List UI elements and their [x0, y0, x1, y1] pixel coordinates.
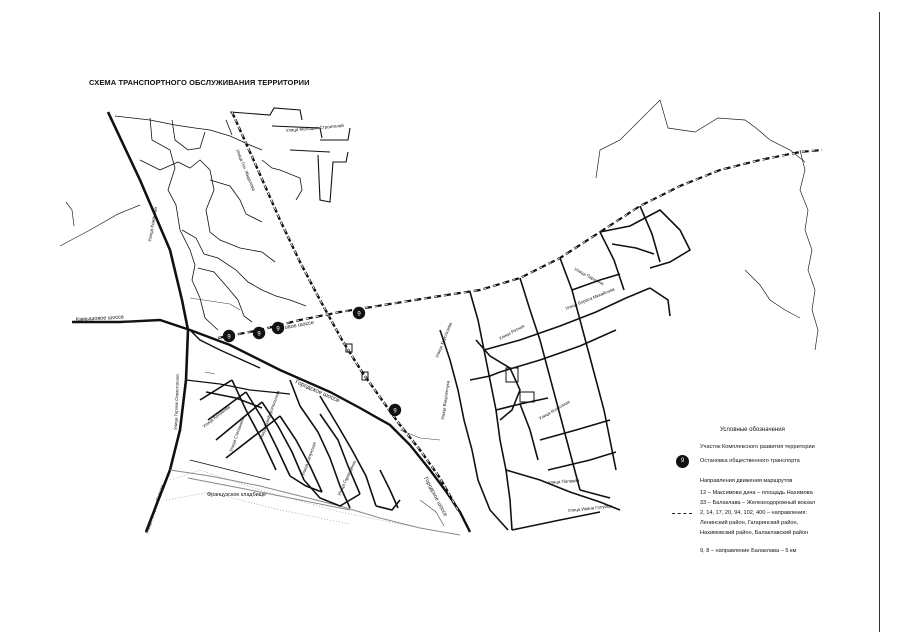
bus-stop-label: 9: [227, 334, 231, 341]
legend-site-text: Участок Комплексного развития территории: [700, 444, 815, 450]
bus-stop-label: 9: [257, 331, 261, 338]
label-street-j: Улица Горпищенко: [336, 459, 358, 497]
bus-stop-marker: [272, 322, 284, 334]
main-roads: [72, 112, 470, 535]
bus-stop-marker: [353, 307, 365, 319]
label-kamyshovoe: Камышовое шоссе: [75, 314, 125, 323]
label-street-p: Улица Колхозная: [538, 399, 571, 421]
bus-stop-marker: [223, 330, 235, 342]
railway: [232, 112, 458, 510]
bus-stop-marker: [389, 404, 401, 416]
label-street-k: Улица Хрусталева: [434, 321, 453, 359]
label-street-o: Улица Паршина: [573, 266, 605, 287]
bus-stop-label: 9: [276, 326, 280, 333]
page-edge-line: [879, 12, 880, 632]
label-street-h: Улица Симферопольская: [258, 389, 281, 441]
bus-stop-label: 9: [393, 408, 397, 415]
label-street-r: Улица Ивана Голубца: [567, 503, 613, 513]
label-street-e: Улица Молодых Строителей: [285, 122, 344, 133]
label-street-b: Улица Ген. Жидилова: [235, 148, 257, 192]
label-street-f: Улица Колобова: [201, 404, 231, 429]
terrain-lines: [60, 100, 818, 350]
bus-stop-label: 9: [357, 311, 361, 318]
label-street-i: Улица Сапунская: [300, 441, 318, 477]
label-street-g: Улица Степаняна: [228, 417, 246, 453]
dashed-route-legend-icon: [672, 513, 692, 514]
legend-route-multi-2: Ленинский район, Гагаринский район,: [700, 520, 799, 526]
bus-stop-legend-symbol: 9: [680, 458, 685, 464]
label-street-a: Улица Кожанова: [147, 206, 159, 243]
legend-route-9: 9, 8 – направление Балаклава – 5 км: [700, 548, 797, 554]
legend-route-multi-3: Нахимовский район, Балаклавский район: [700, 530, 809, 536]
label-street-n: Улица Бориса Михайлова: [564, 286, 616, 311]
label-street-m: Улица Ротная: [498, 323, 526, 341]
legend-heading: Условные обозначения: [720, 427, 785, 433]
label-gorodskoe-2: Городское шоссе: [422, 476, 449, 518]
bus-route-inner: [218, 150, 822, 338]
building-cluster: [230, 108, 350, 202]
legend-stop-text: Остановка общественного транспорта: [700, 458, 800, 464]
map-title: СХЕМА ТРАНСПОРТНОГО ОБСЛУЖИВАНИЯ ТЕРРИТОРИИ: [89, 78, 310, 87]
label-street-d: Улица Генерала Петрова: [144, 484, 165, 535]
legend-directions-heading: Направления движения маршрутов: [700, 478, 793, 484]
label-kamyshovoe-2: овое шоссе: [284, 319, 315, 331]
legend-route-multi: 2, 14, 17, 20, 94, 102, 400 – направления:: [700, 510, 807, 516]
label-street-c: Улица Героев Севастополя: [173, 374, 180, 431]
label-street-q: Улица Полевая: [547, 477, 580, 485]
label-gorodskoe: Городское шоссе: [294, 379, 341, 405]
railway-inner: [232, 112, 458, 510]
estate-roads: [115, 116, 306, 330]
label-street-l: Улица Вакуленчука: [440, 380, 451, 421]
grey-roads: [170, 470, 460, 535]
label-cemetery: Французское кладбище: [207, 492, 267, 498]
bus-route-line: [218, 150, 822, 338]
bus-stop-legend-icon: [676, 455, 689, 468]
bus-stop-marker: [253, 327, 265, 339]
legend-route-33: 33 – Балаклава – Железнодорожный вокзал: [700, 500, 816, 506]
legend-route-12: 12 – Максимова дача – площадь Нахимова: [700, 490, 813, 496]
